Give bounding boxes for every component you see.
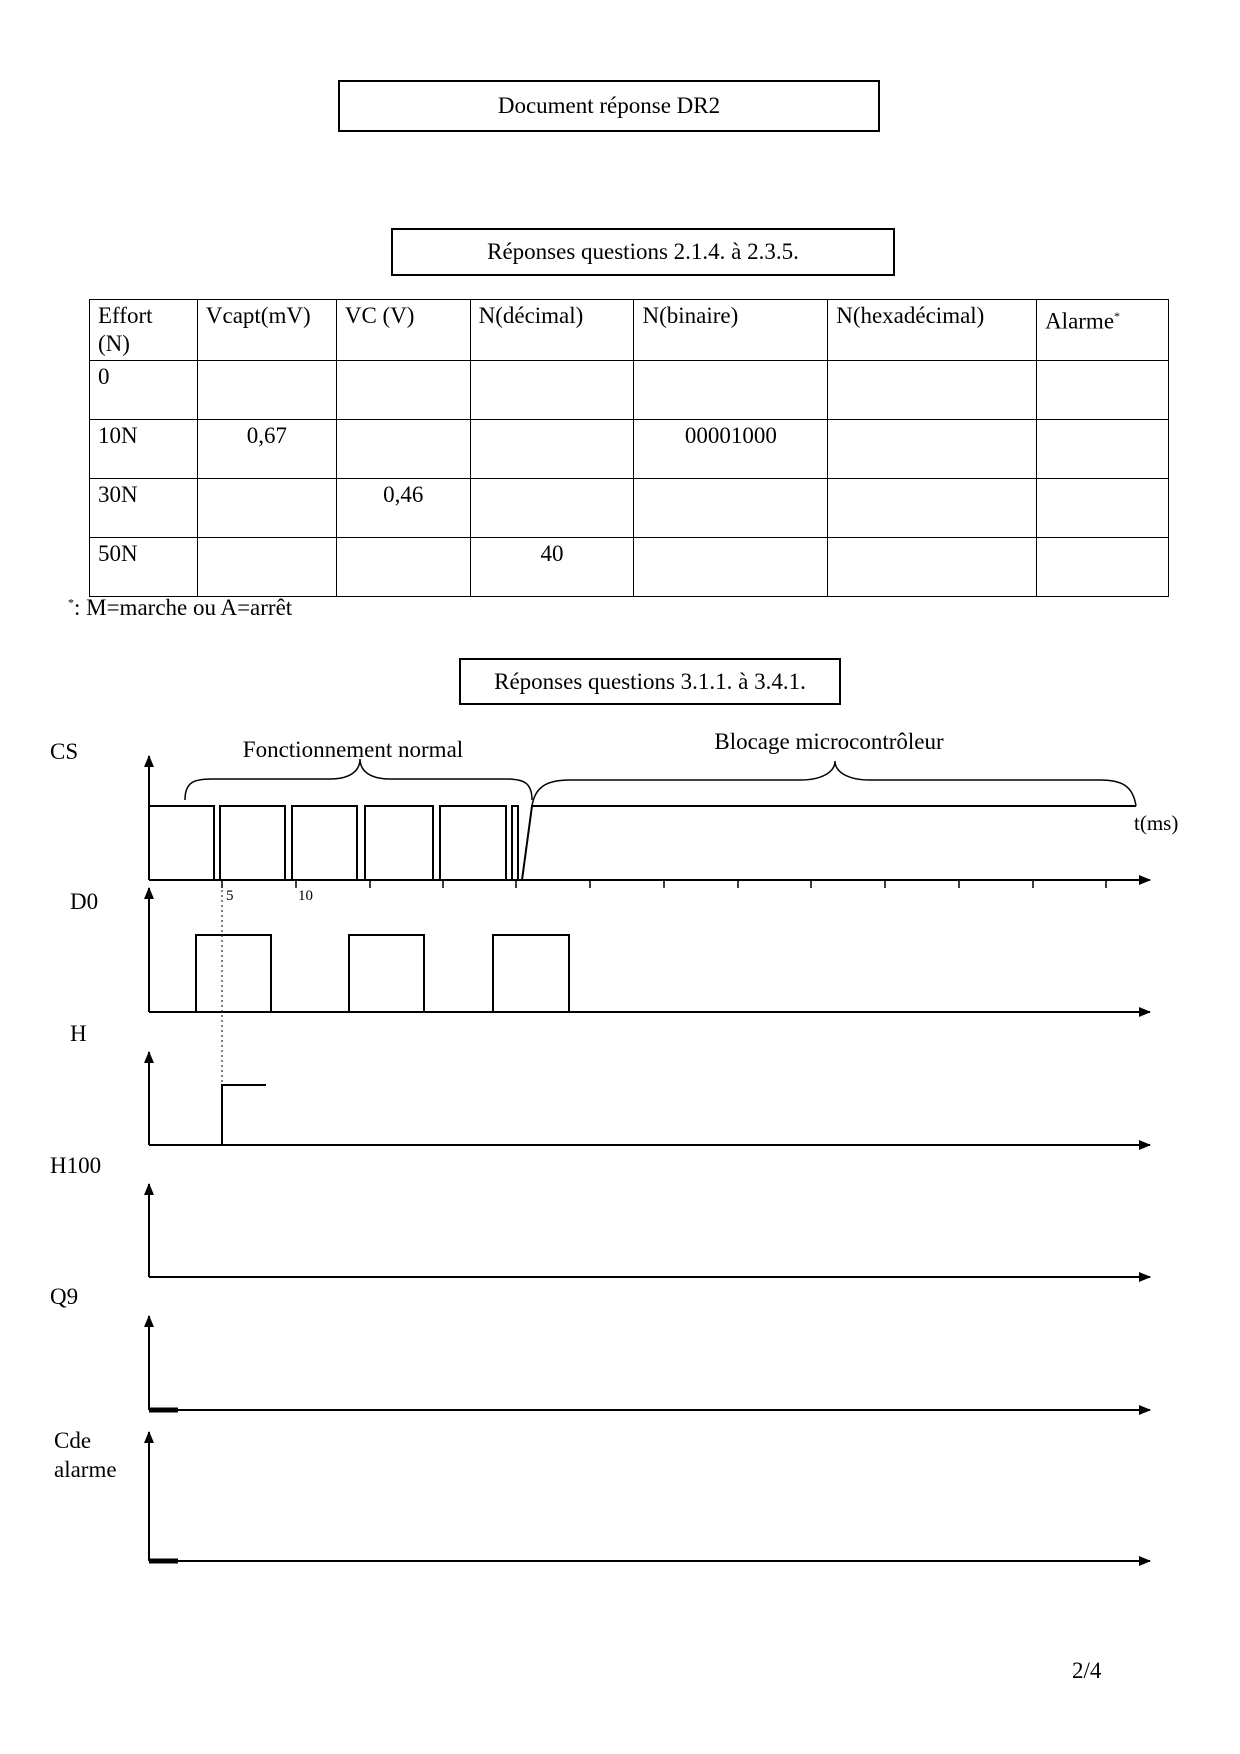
signal-label-cde: Cde xyxy=(54,1428,92,1453)
tick-label-10: 10 xyxy=(298,888,313,904)
section2-title: Réponses questions 3.1.1. à 3.4.1. xyxy=(494,668,806,694)
footnote-mark: * xyxy=(68,595,74,610)
alarme-footnote-mark: * xyxy=(1114,309,1121,323)
table-cell: 00001000 xyxy=(634,420,828,479)
signal-label-cs: CS xyxy=(50,739,79,764)
table-cell: 10N xyxy=(90,420,198,479)
table-cell: 40 xyxy=(470,538,634,597)
signal-label-h: H xyxy=(70,1021,87,1046)
d0-pulse-2 xyxy=(349,935,424,1012)
page-number: 2/4 xyxy=(1072,1658,1102,1683)
alarme-label: Alarme xyxy=(1045,308,1115,334)
table-cell: 0,67 xyxy=(197,420,336,479)
col-header-effort: Effort (N) xyxy=(90,300,198,361)
col-header-n-decimal: N(décimal) xyxy=(470,300,634,361)
time-unit-label: t(ms) xyxy=(1134,811,1179,835)
table-cell: 50N xyxy=(90,538,198,597)
signal-label-alarme: alarme xyxy=(54,1457,117,1482)
cs-axis-ticks xyxy=(222,880,1106,888)
brace-normal xyxy=(185,759,532,800)
col-header-vcapt: Vcapt(mV) xyxy=(197,300,336,361)
table-cell: 0,46 xyxy=(336,479,470,538)
footnote-text: : M=marche ou A=arrêt xyxy=(74,595,293,620)
tick-label-5: 5 xyxy=(226,888,234,904)
col-header-vc: VC (V) xyxy=(336,300,470,361)
d0-pulse-1 xyxy=(196,935,271,1012)
cs-waveform xyxy=(149,806,1136,880)
table-cell: 0 xyxy=(90,361,198,420)
signal-label-d0: D0 xyxy=(70,889,99,914)
signal-label-q9: Q9 xyxy=(50,1284,79,1309)
col-header-n-hexadecimal: N(hexadécimal) xyxy=(828,300,1037,361)
section1-title: Réponses questions 2.1.4. à 2.3.5. xyxy=(487,239,799,264)
brace-blocked xyxy=(532,761,1136,806)
brace-label-normal: Fonctionnement normal xyxy=(242,737,464,762)
col-header-n-binaire: N(binaire) xyxy=(634,300,828,361)
signal-label-h100: H100 xyxy=(50,1153,102,1178)
document-title: Document réponse DR2 xyxy=(497,93,721,118)
h-waveform-start xyxy=(222,1085,266,1145)
table-cell: 30N xyxy=(90,479,198,538)
brace-label-blocked: Blocage microcontrôleur xyxy=(714,729,944,754)
d0-pulse-3 xyxy=(493,935,569,1012)
